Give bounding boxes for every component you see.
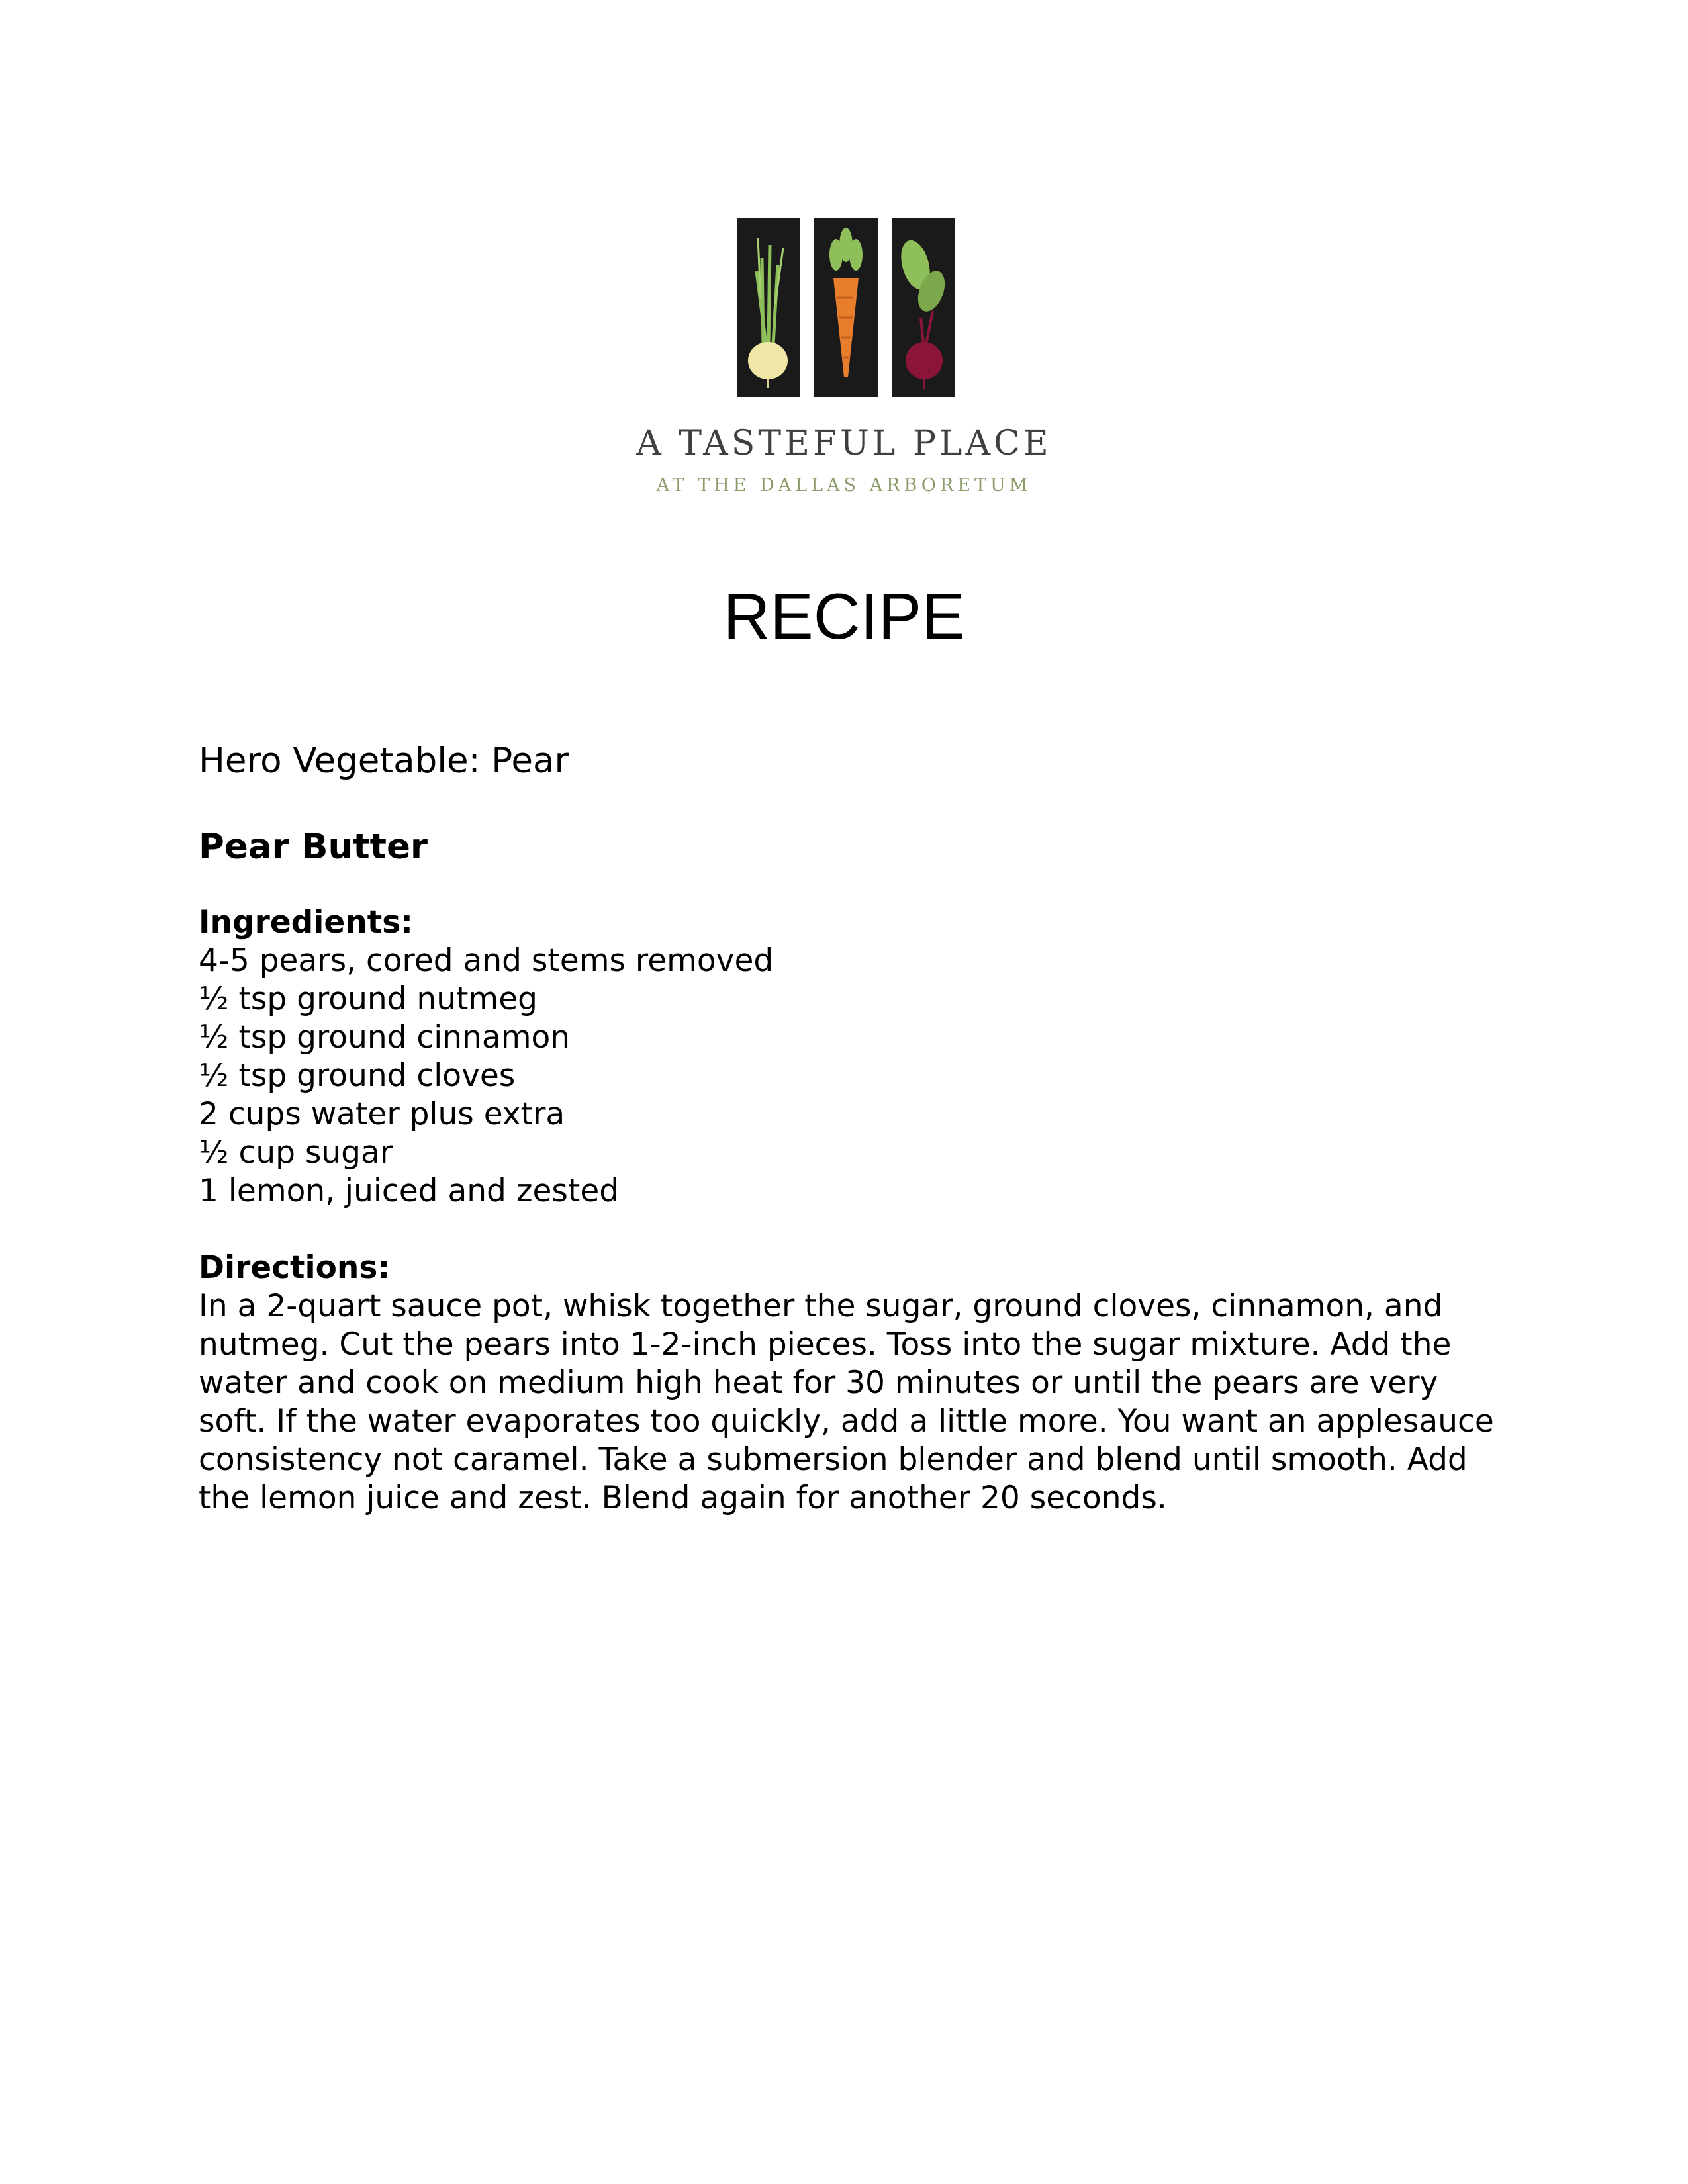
ingredients-list bbox=[199, 942, 1523, 1210]
ingredient-item: ½ tsp ground nutmeg bbox=[199, 981, 538, 1017]
ingredients-heading: Ingredients: bbox=[199, 904, 413, 940]
hero-vegetable: Hero Vegetable: Pear bbox=[199, 741, 569, 781]
logo bbox=[596, 199, 1092, 516]
recipe-content bbox=[199, 731, 1523, 1518]
logo-title: A TASTEFUL PLACE bbox=[636, 424, 1052, 463]
ingredient-item: ½ cup sugar bbox=[199, 1134, 393, 1171]
carrot-icon bbox=[814, 218, 878, 397]
ingredient-item: ½ tsp ground cloves bbox=[199, 1058, 516, 1094]
ingredient-item: 1 lemon, juiced and zested bbox=[199, 1173, 620, 1209]
page-title: RECIPE bbox=[723, 580, 965, 653]
beet-icon bbox=[892, 218, 955, 397]
directions-text: In a 2-quart sauce pot, whisk together the sugar, ground cloves, cinnamon, and nutmeg. Cut the pears into 1-2-inch pieces. Toss into the sugar mixture. Add the water and cook on medium high heat for 30 minutes or until the pears are very soft. If the water evaporates too quickly, add a little more. You want an applesauce consistency not caramel. Take a submersion blender and blend until smooth. Add the lemon juice and zest. Blend again for another 20 seconds. bbox=[199, 1288, 1494, 1516]
recipe-name: Pear Butter bbox=[199, 827, 428, 867]
ingredient-item: ½ tsp ground cinnamon bbox=[199, 1019, 571, 1056]
directions-heading: Directions: bbox=[199, 1250, 391, 1286]
ingredient-item: 2 cups water plus extra bbox=[199, 1096, 565, 1132]
logo-panels bbox=[737, 218, 955, 397]
ingredient-item: 4-5 pears, cored and stems removed bbox=[199, 942, 774, 979]
onion-icon bbox=[737, 218, 800, 397]
logo-subtitle: AT THE DALLAS ARBORETUM bbox=[656, 475, 1032, 496]
